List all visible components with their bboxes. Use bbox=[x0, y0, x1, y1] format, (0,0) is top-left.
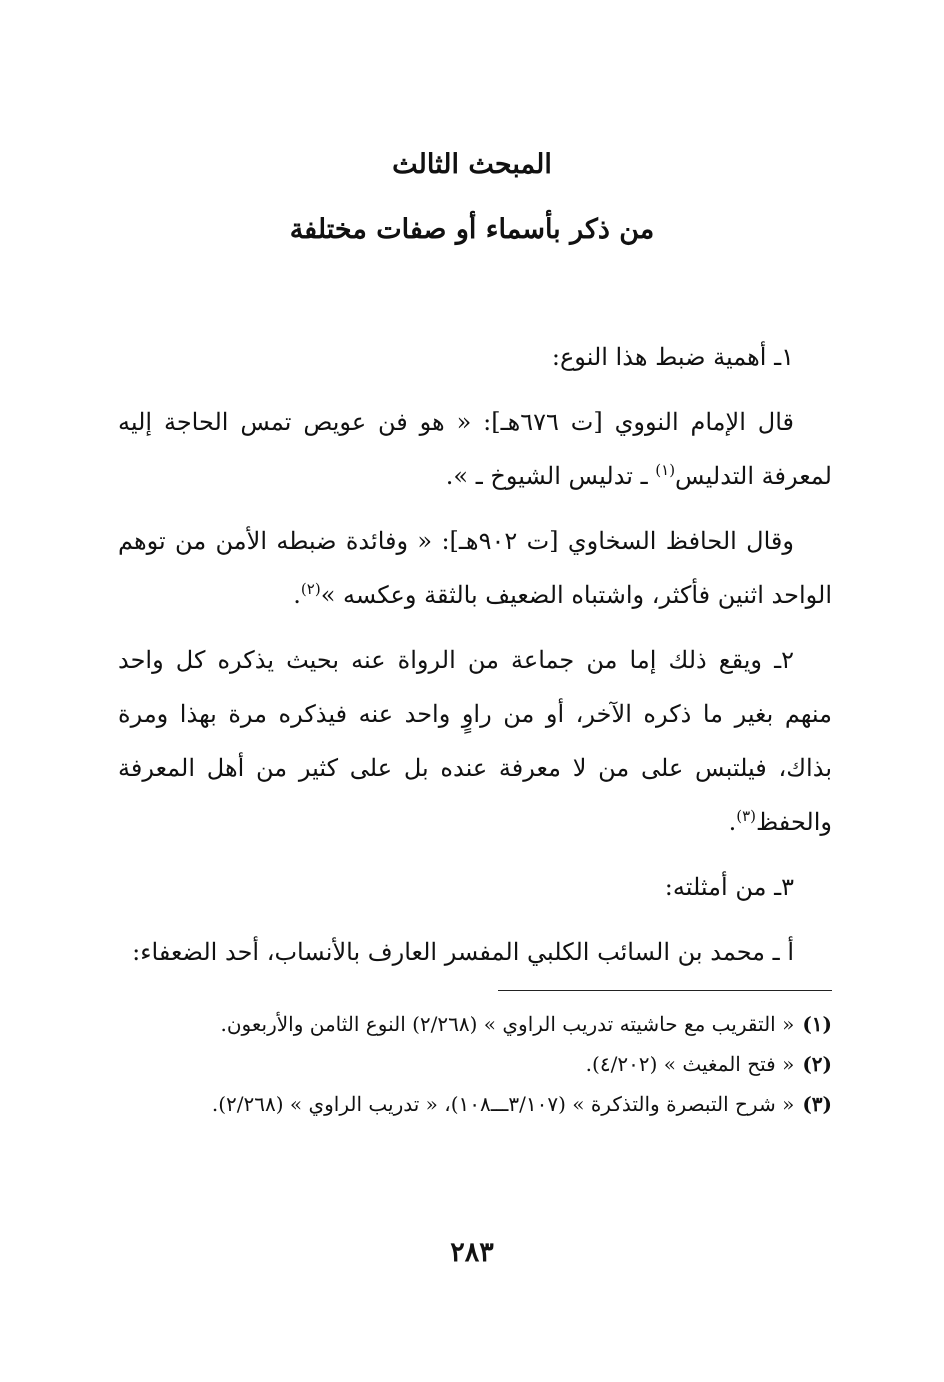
footnote-1-text: « التقريب مع حاشيته تدريب الراوي » (٢/٢٦٨) النوع الثامن والأربعون. bbox=[220, 1012, 795, 1036]
paragraph-nawawi-end: ـ تدليس الشيوخ ـ ». bbox=[445, 462, 656, 490]
paragraph-sakhawi-text: وقال الحافظ السخاوي [ت ٩٠٢هـ]: « وفائدة ضبطه الأمن من توهم الواحد اثنين فأكثر، واشتباه الضعيف بالثقة وعكسه » bbox=[118, 527, 832, 609]
footnote-ref-3: (٣) bbox=[736, 807, 757, 825]
footnote-1 bbox=[118, 1004, 832, 1044]
footnotes bbox=[118, 1004, 832, 1124]
chapter-title: المبحث الثالث bbox=[392, 149, 552, 180]
chapter-subtitle: من ذكر بأسماء أو صفات مختلفة bbox=[289, 214, 655, 245]
section-2-text: ٢ـ ويقع ذلك إما من جماعة من الرواة عنه بحيث يذكره كل واحد منهم بغير ما ذكره الآخر، أو من راوٍ واحد عنه فيذكره مرة بهذا ومرة بذاك، فيلتبس على من لا معرفة عنده بل على كثير من أهل المعرفة والحفظ bbox=[118, 646, 832, 836]
footnote-2 bbox=[118, 1044, 832, 1084]
footnote-separator bbox=[498, 990, 832, 991]
example-a-paragraph: أ ـ محمد بن السائب الكلبي المفسر العارف بالأنساب، أحد الضعفاء: bbox=[132, 938, 794, 966]
main-text bbox=[118, 330, 832, 979]
footnote-ref-2: (٢) bbox=[300, 580, 321, 598]
section-3-heading: ٣ـ من أمثلته: bbox=[664, 873, 794, 901]
paragraph-nawawi-text: قال الإمام النووي [ت ٦٧٦هـ]: « هو فن عويص تمس الحاجة إليه لمعرفة التدليس bbox=[118, 408, 832, 490]
paragraph-nawawi bbox=[118, 395, 832, 503]
page-number: ٢٨٣ bbox=[450, 1237, 494, 1268]
footnote-3-text: « شرح التبصرة والتذكرة » (٣/١٠٧ـــ١٠٨)، « تدريب الراوي » (٢/٢٦٨). bbox=[211, 1092, 795, 1116]
footnote-2-text: « فتح المغيث » (٤/٢٠٢). bbox=[585, 1052, 795, 1076]
footnote-ref-1: (١) bbox=[655, 461, 676, 479]
paragraph-sakhawi-end: . bbox=[293, 581, 301, 609]
section-2-paragraph bbox=[118, 633, 832, 849]
paragraph-sakhawi bbox=[118, 514, 832, 622]
footnote-3-number: (٣) bbox=[802, 1092, 832, 1116]
section-1-heading: ١ـ أهمية ضبط هذا النوع: bbox=[551, 343, 794, 371]
footnote-2-number: (٢) bbox=[802, 1052, 832, 1076]
section-2-end: . bbox=[728, 808, 737, 836]
footnote-1-number: (١) bbox=[802, 1012, 832, 1036]
footnote-3 bbox=[118, 1084, 832, 1124]
